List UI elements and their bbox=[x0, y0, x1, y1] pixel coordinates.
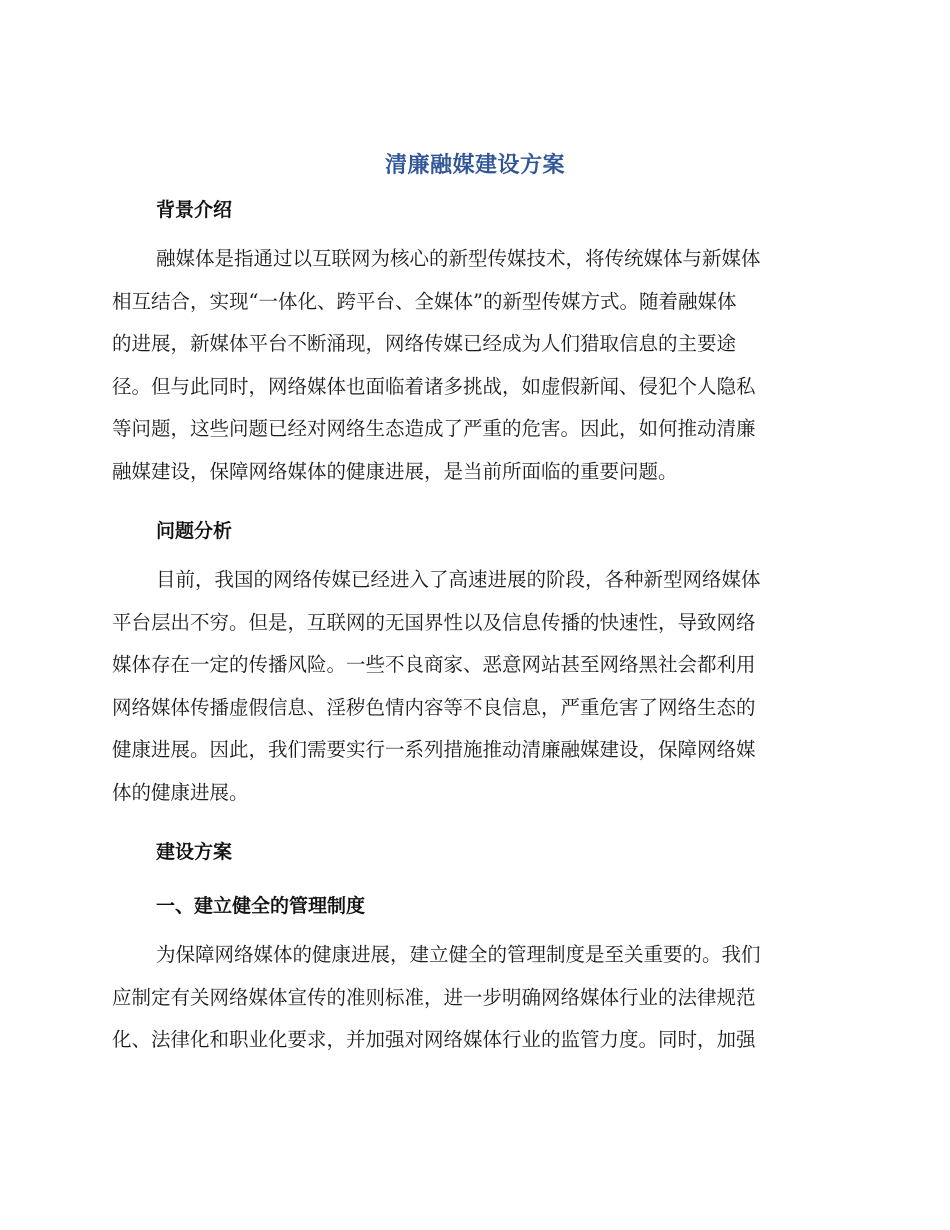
section-paragraph-analysis bbox=[112, 559, 832, 814]
section-paragraph-management bbox=[112, 934, 832, 1062]
paragraph-line: 体的健康进展。 bbox=[112, 780, 249, 804]
paragraph-line: 化、法律化和职业化要求，并加强对网络媒体行业的监管力度。同时，加强 bbox=[112, 1028, 756, 1051]
section-heading-analysis: 问题分析 bbox=[156, 520, 233, 542]
paragraph-line: 等问题，这些问题已经对网络生态造成了严重的危害。因此，如何推动清廉 bbox=[112, 417, 756, 440]
subsection-heading-management: 一、建立健全的管理制度 bbox=[156, 895, 366, 917]
paragraph-line: 的进展，新媒体平台不断涌现，网络传媒已经成为人们猎取信息的主要途 bbox=[112, 332, 737, 355]
section-paragraph-background bbox=[112, 238, 832, 493]
paragraph-line: 健康进展。因此，我们需要实行一系列措施推动清廉融媒建设，保障网络媒 bbox=[112, 738, 756, 761]
paragraph-line: 相互结合，实现“一体化、跨平台、全媒体”的新型传媒方式。随着融媒体 bbox=[112, 289, 737, 313]
document-title: 清廉融媒建设方案 bbox=[384, 153, 565, 178]
paragraph-line: 网络媒体传播虚假信息、淫秽色情内容等不良信息，严重危害了网络生态的 bbox=[112, 695, 756, 719]
section-heading-plan: 建设方案 bbox=[156, 841, 233, 863]
paragraph-line: 融媒体是指通过以互联网为核心的新型传媒技术，将传统媒体与新媒体 bbox=[156, 247, 761, 270]
paragraph-line: 为保障网络媒体的健康进展，建立健全的管理制度是至关重要的。我们 bbox=[156, 943, 761, 966]
paragraph-line: 目前，我国的网络传媒已经进入了高速进展的阶段，各种新型网络媒体 bbox=[156, 568, 761, 591]
paragraph-line: 融媒建设，保障网络媒体的健康进展，是当前所面临的重要问题。 bbox=[112, 459, 678, 483]
paragraph-line: 应制定有关网络媒体宣传的准则标准，进一步明确网络媒体行业的法律规范 bbox=[112, 985, 756, 1009]
paragraph-line: 平台层出不穷。但是，互联网的无国界性以及信息传播的快速性，导致网络 bbox=[112, 610, 756, 634]
section-heading-background: 背景介绍 bbox=[156, 199, 233, 221]
paragraph-line: 径。但与此同时，网络媒体也面临着诸多挑战，如虚假新闻、侵犯个人隐私 bbox=[112, 374, 756, 398]
paragraph-line: 媒体存在一定的传播风险。一些不良商家、恶意网站甚至网络黑社会都利用 bbox=[112, 653, 756, 676]
